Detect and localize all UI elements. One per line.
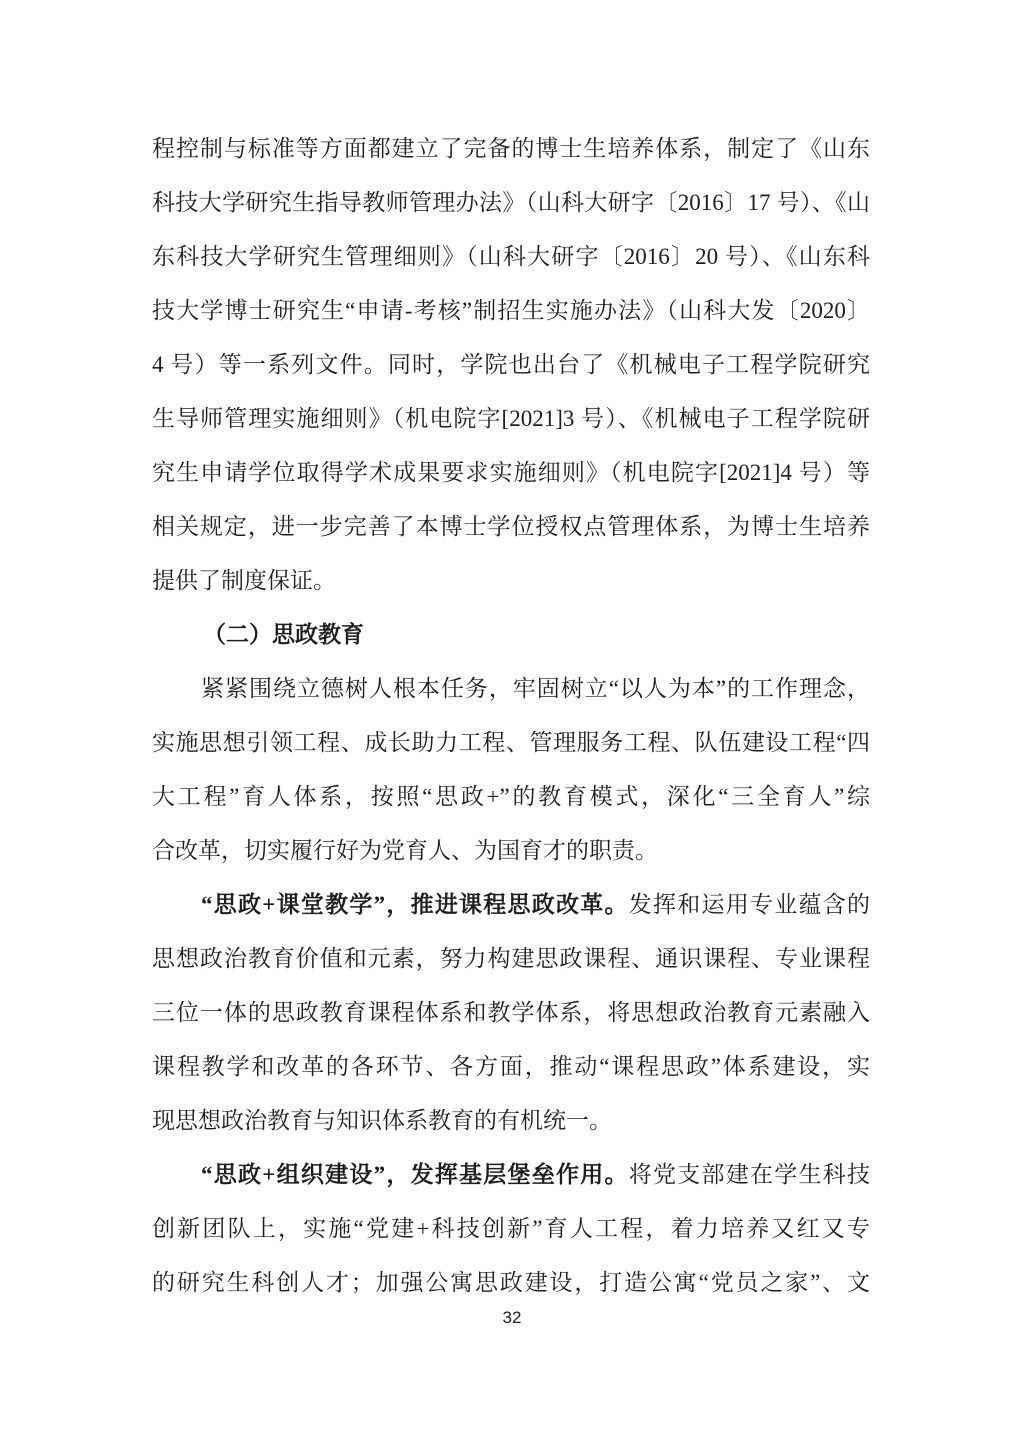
text-line: 课程教学和改革的各环节、各方面，推动“课程思政”体系建设，实	[152, 1054, 870, 1079]
text-line: 程控制与标准等方面都建立了完备的博士生培养体系，制定了《山东	[152, 136, 870, 161]
bold-lead-text: “思政+课堂教学”，推进课程思政改革。	[201, 892, 629, 917]
text-line: 的研究生科创人才；加强公寓思政建设，打造公寓“党员之家”、文	[152, 1270, 870, 1295]
text-line: 大工程”育人体系，按照“思政+”的教育模式，深化“三全育人”综	[152, 784, 870, 809]
text-line	[152, 878, 870, 932]
text-line: 4 号）等一系列文件。同时，学院也出台了《机械电子工程学院研究	[152, 352, 870, 377]
text-line: 紧紧围绕立德树人根本任务，牢固树立“以人为本”的工作理念，	[201, 676, 870, 701]
paragraph-sizheng-organization	[152, 1148, 870, 1310]
bold-lead-text: “思政+组织建设”，发挥基层堡垒作用。	[201, 1162, 629, 1187]
lead-rest-text: 将党支部建在学生科技	[628, 1162, 871, 1187]
text-line: 生导师管理实施细则》（机电院字[2021]3 号）、《机械电子工程学院研	[152, 406, 870, 431]
text-line: 合改革，切实履行好为党育人、为国育才的职责。	[152, 838, 658, 863]
text-line: 技大学博士研究生“申请-考核”制招生实施办法》（山科大发〔2020〕	[152, 298, 870, 323]
section-heading-ideological-education: （二）思政教育	[203, 622, 364, 647]
text-line: 究生申请学位取得学术成果要求实施细则》（机电院字[2021]4 号）等	[152, 460, 870, 485]
paragraph-ideology-overview	[152, 662, 870, 878]
text-line: 三位一体的思政教育课程体系和教学体系，将思想政治教育元素融入	[152, 1000, 870, 1025]
paragraph-sizheng-classroom	[152, 878, 870, 1148]
text-line: 实施思想引领工程、成长助力工程、管理服务工程、队伍建设工程“四	[152, 730, 870, 755]
text-line: 思想政治教育价值和元素，努力构建思政课程、通识课程、专业课程	[152, 946, 870, 971]
text-line: 现思想政治教育与知识体系教育的有机统一。	[152, 1108, 612, 1133]
text-line: 科技大学研究生指导教师管理办法》（山科大研字〔2016〕17 号）、《山	[152, 190, 870, 215]
lead-rest-text: 发挥和运用专业蕴含的	[628, 892, 871, 917]
text-line: 东科技大学研究生管理细则》（山科大研字〔2016〕20 号）、《山东科	[152, 244, 870, 269]
document-body	[152, 122, 870, 1310]
text-line: 提供了制度保证。	[152, 568, 336, 593]
text-line	[152, 1148, 870, 1202]
paragraph-regulations	[152, 122, 870, 608]
text-line: 相关规定，进一步完善了本博士学位授权点管理体系，为博士生培养	[152, 514, 870, 539]
text-line: 创新团队上，实施“党建+科技创新”育人工程，着力培养又红又专	[152, 1216, 870, 1241]
page-number: 32	[502, 1308, 522, 1327]
